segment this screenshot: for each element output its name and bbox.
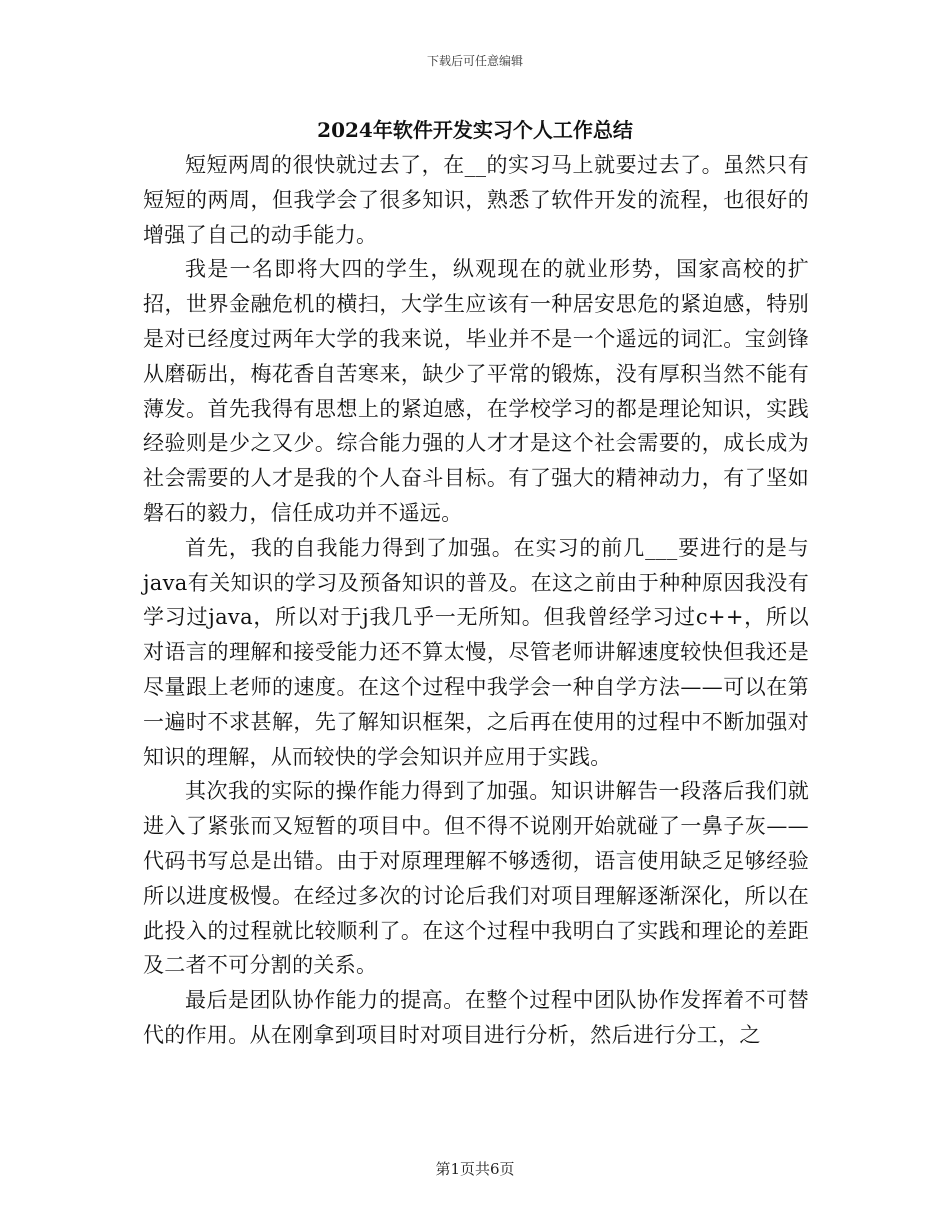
- page-footer: 第1页共6页: [435, 1160, 515, 1178]
- paragraph-3: 首先，我的自我能力得到了加强。在实习的前几___要进行的是与java有关知识的学习及预备知识的普及。在这之前由于种种原因我没有学习过java，所以对于j我几乎一无所知。但我曾经学习过c++，所以对语言的理解和接受能力还不算太慢，尽管老师讲解速度较快但我还是尽量跟上老师的速度。在这个过程中我学会一种自学方法——可以在第一遍时不求甚解，先了解知识框架，之后再在使用的过程中不断加强对知识的理解，从而较快的学会知识并应用于实践。: [143, 535, 809, 769]
- document-title: 2024年软件开发实习个人工作总结: [317, 118, 633, 142]
- paragraph-4: 其次我的实际的操作能力得到了加强。知识讲解告一段落后我们就进入了紧张而又短暂的项目中。但不得不说刚开始就碰了一鼻子灰——代码书写总是出错。由于对原理理解不够透彻，语言使用缺乏足够经验所以进度极慢。在经过多次的讨论后我们对项目理解逐渐深化，所以在此投入的过程就比较顺利了。在这个过程中我明白了实践和理论的差距及二者不可分割的关系。: [143, 779, 809, 978]
- page-header: 下载后可任意编辑: [426, 54, 523, 68]
- document-body: [143, 148, 809, 1053]
- paragraph-5: 最后是团队协作能力的提高。在整个过程中团队协作发挥着不可替代的作用。从在刚拿到项目时对项目进行分析，然后进行分工，之: [143, 988, 809, 1047]
- paragraph-2: 我是一名即将大四的学生，纵观现在的就业形势，国家高校的扩招，世界金融危机的横扫，大学生应该有一种居安思危的紧迫感，特别是对已经度过两年大学的我来说，毕业并不是一个遥远的词汇。宝剑锋从磨砺出，梅花香自苦寒来，缺少了平常的锻炼，没有厚积当然不能有薄发。首先我得有思想上的紧迫感，在学校学习的都是理论知识，实践经验则是少之又少。综合能力强的人才才是这个社会需要的，成长成为社会需要的人才是我的个人奋斗目标。有了强大的精神动力，有了坚如磐石的毅力，信任成功并不遥远。: [143, 257, 809, 525]
- paragraph-1: 短短两周的很快就过去了，在__的实习马上就要过去了。虽然只有短短的两周，但我学会了很多知识，熟悉了软件开发的流程，也很好的增强了自己的动手能力。: [143, 153, 809, 247]
